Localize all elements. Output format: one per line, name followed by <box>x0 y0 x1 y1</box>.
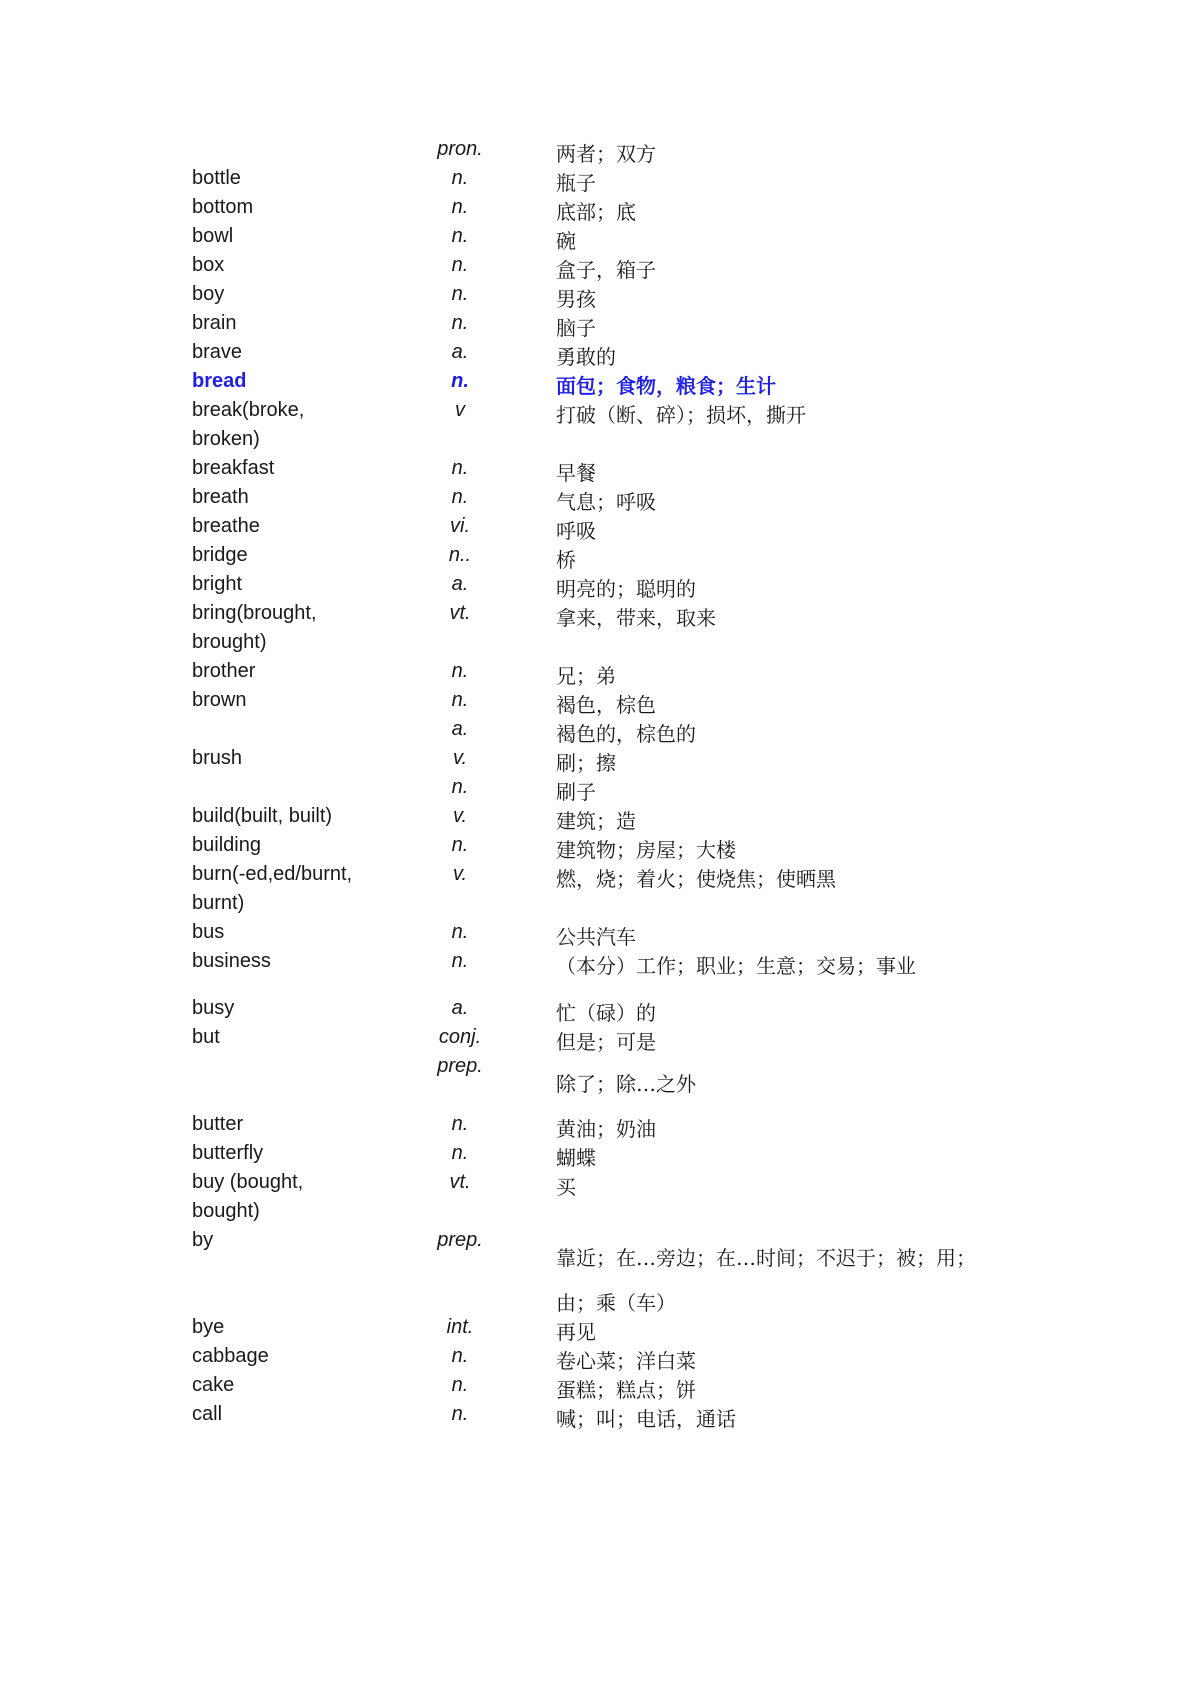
entry-definition: 蛋糕；糕点；饼 <box>556 1378 696 1402</box>
vocab-entry: buy (bought, vt. 买 <box>192 1171 576 1199</box>
vocab-entry: bread n. 面包；食物，粮食；生计 <box>192 370 776 398</box>
entry-definition: 卷心菜；洋白菜 <box>556 1349 696 1373</box>
entry-definition: （本分）工作；职业；生意；交易；事业 <box>556 954 916 978</box>
entry-word: cake <box>192 1374 235 1396</box>
vocab-entry <box>0 1287 1200 1319</box>
entry-word: business <box>192 950 271 972</box>
vocab-entry: prep. <box>437 1055 483 1077</box>
vocab-entry: a. 褐色的，棕色的 <box>451 718 696 746</box>
entry-definition: 买 <box>556 1175 576 1199</box>
entry-word: butter <box>192 1113 244 1135</box>
entry-definition: 桥 <box>556 548 576 572</box>
entry-word: broken) <box>192 428 260 450</box>
entry-definition: 男孩 <box>556 287 596 311</box>
vocab-entry <box>0 1242 1200 1274</box>
entry-definition: 明亮的；聪明的 <box>556 577 696 601</box>
entry-word: busy <box>192 997 235 1019</box>
vocab-entry: busy a. 忙（碌）的 <box>192 997 656 1025</box>
vocab-entry: building n. 建筑物；房屋；大楼 <box>192 834 736 862</box>
entry-definition: 再见 <box>556 1320 596 1344</box>
entry-definition: 除了；除…之外 <box>556 1072 696 1096</box>
entry-definition: 建筑；造 <box>556 809 636 833</box>
entry-word: building <box>192 834 261 856</box>
vocab-entry: brush v. 刷；擦 <box>192 747 616 775</box>
entry-word: bridge <box>192 544 248 566</box>
entry-word: bought) <box>192 1200 260 1222</box>
entry-word: bring(brought, <box>192 602 317 624</box>
vocab-entry: bowl n. 碗 <box>192 225 576 253</box>
vocab-entry: break(broke, v 打破（断、碎）；损坏，撕开 <box>192 399 806 427</box>
vocab-entry: n. 刷子 <box>451 776 596 804</box>
entry-definition: 忙（碌）的 <box>556 1001 656 1025</box>
entry-word: bread <box>192 370 247 392</box>
entry-definition: 脑子 <box>556 316 596 340</box>
entry-definition: 碗 <box>556 229 576 253</box>
vocab-entry: breakfast n. 早餐 <box>192 457 596 485</box>
entry-definition: 瓶子 <box>556 171 596 195</box>
vocab-entry: brown n. 褐色，棕色 <box>192 689 656 717</box>
vocab-entry: butter n. 黄油；奶油 <box>192 1113 656 1141</box>
entry-word: bus <box>192 921 225 943</box>
entry-definition: 公共汽车 <box>556 925 636 949</box>
vocab-entry: cake n. 蛋糕；糕点；饼 <box>192 1374 696 1402</box>
entry-word: brown <box>192 689 247 711</box>
entry-definition: 面包；食物，粮食；生计 <box>556 374 776 398</box>
entry-word: breath <box>192 486 249 508</box>
entry-word: bye <box>192 1316 225 1338</box>
entry-word: cabbage <box>192 1345 269 1367</box>
vocab-entry <box>0 631 1200 663</box>
vocab-entry <box>0 892 1200 924</box>
entry-definition: 靠近；在…旁边；在…时间；不迟于；被；用； <box>556 1246 976 1270</box>
vocab-entry: brother n. 兄；弟 <box>192 660 616 688</box>
vocab-entry: boy n. 男孩 <box>192 283 596 311</box>
entry-word: burn(-ed,ed/burnt, <box>192 863 353 885</box>
entry-definition: 早餐 <box>556 461 596 485</box>
entry-definition: 褐色，棕色 <box>556 693 656 717</box>
entry-word: burnt) <box>192 892 245 914</box>
vocab-entry: bus n. 公共汽车 <box>192 921 636 949</box>
entry-definition: 勇敢的 <box>556 345 616 369</box>
entry-definition: 蝴蝶 <box>556 1146 596 1170</box>
entry-definition: 兄；弟 <box>556 664 616 688</box>
entry-definition: 气息；呼吸 <box>556 490 656 514</box>
entry-definition: 呼吸 <box>556 519 596 543</box>
vocab-entry: pron. 两者；双方 <box>437 138 656 166</box>
entry-word: brought) <box>192 631 267 653</box>
vocab-entry: cabbage n. 卷心菜；洋白菜 <box>192 1345 696 1373</box>
entry-word: boy <box>192 283 225 305</box>
vocab-entry: breathe vi. 呼吸 <box>192 515 596 543</box>
vocab-entry <box>0 1068 1200 1100</box>
entry-word: bright <box>192 573 243 595</box>
entry-definition: 刷子 <box>556 780 596 804</box>
entry-definition: 但是；可是 <box>556 1030 656 1054</box>
entry-word: build(built, built) <box>192 805 333 827</box>
vocab-entry: brain n. 脑子 <box>192 312 596 340</box>
entry-definition: 建筑物；房屋；大楼 <box>556 838 736 862</box>
entry-word: by <box>192 1229 214 1251</box>
entry-word: call <box>192 1403 223 1425</box>
entry-word: buy (bought, <box>192 1171 304 1193</box>
entry-word: but <box>192 1026 220 1048</box>
entry-definition: 刷；擦 <box>556 751 616 775</box>
entry-word: brain <box>192 312 237 334</box>
entry-word: brother <box>192 660 256 682</box>
entry-word: bottom <box>192 196 254 218</box>
entry-word: bowl <box>192 225 234 247</box>
entry-definition: 底部；底 <box>556 200 636 224</box>
vocab-entry: bring(brought, vt. 拿来，带来，取来 <box>192 602 716 630</box>
vocab-entry: build(built, built) v. 建筑；造 <box>192 805 636 833</box>
entry-definition: 由；乘（车） <box>556 1291 676 1315</box>
vocab-entry: bottle n. 瓶子 <box>192 167 596 195</box>
vocab-entry: bridge n.. 桥 <box>192 544 576 572</box>
entry-word: butterfly <box>192 1142 264 1164</box>
entry-word: brave <box>192 341 243 363</box>
entry-word: break(broke, <box>192 399 305 421</box>
entry-word: bottle <box>192 167 241 189</box>
vocab-entry: bye int. 再见 <box>192 1316 596 1344</box>
entry-definition: 盒子，箱子 <box>556 258 656 282</box>
entry-word: breakfast <box>192 457 275 479</box>
vocab-entry: brave a. 勇敢的 <box>192 341 616 369</box>
entry-definition: 黄油；奶油 <box>556 1117 656 1141</box>
vocab-entry: bottom n. 底部；底 <box>192 196 636 224</box>
vocab-entry <box>0 428 1200 460</box>
entry-definition: 两者；双方 <box>556 142 656 166</box>
entry-word: brush <box>192 747 243 769</box>
entry-definition: 褐色的，棕色的 <box>556 722 696 746</box>
vocab-entry: bright a. 明亮的；聪明的 <box>192 573 696 601</box>
vocab-entry: but conj. 但是；可是 <box>192 1026 656 1054</box>
vocab-entry: by prep. <box>192 1229 483 1251</box>
entry-word: box <box>192 254 225 276</box>
vocab-entry: burn(-ed,ed/burnt, v. 燃，烧；着火；使烧焦；使晒黑 <box>192 863 836 891</box>
entry-definition: 拿来，带来，取来 <box>556 606 716 630</box>
vocab-entry: call n. 喊；叫；电话，通话 <box>192 1403 736 1431</box>
vocab-entry: breath n. 气息；呼吸 <box>192 486 656 514</box>
entry-definition: 喊；叫；电话，通话 <box>556 1407 736 1431</box>
vocab-entry <box>0 1200 1200 1232</box>
entry-definition: 燃，烧；着火；使烧焦；使晒黑 <box>556 867 836 891</box>
entry-word: breathe <box>192 515 260 537</box>
entry-definition: 打破（断、碎）；损坏，撕开 <box>556 403 806 427</box>
vocab-entry: business n. （本分）工作；职业；生意；交易；事业 <box>192 950 916 978</box>
vocab-entry: box n. 盒子，箱子 <box>192 254 656 282</box>
vocab-entry: butterfly n. 蝴蝶 <box>192 1142 596 1170</box>
